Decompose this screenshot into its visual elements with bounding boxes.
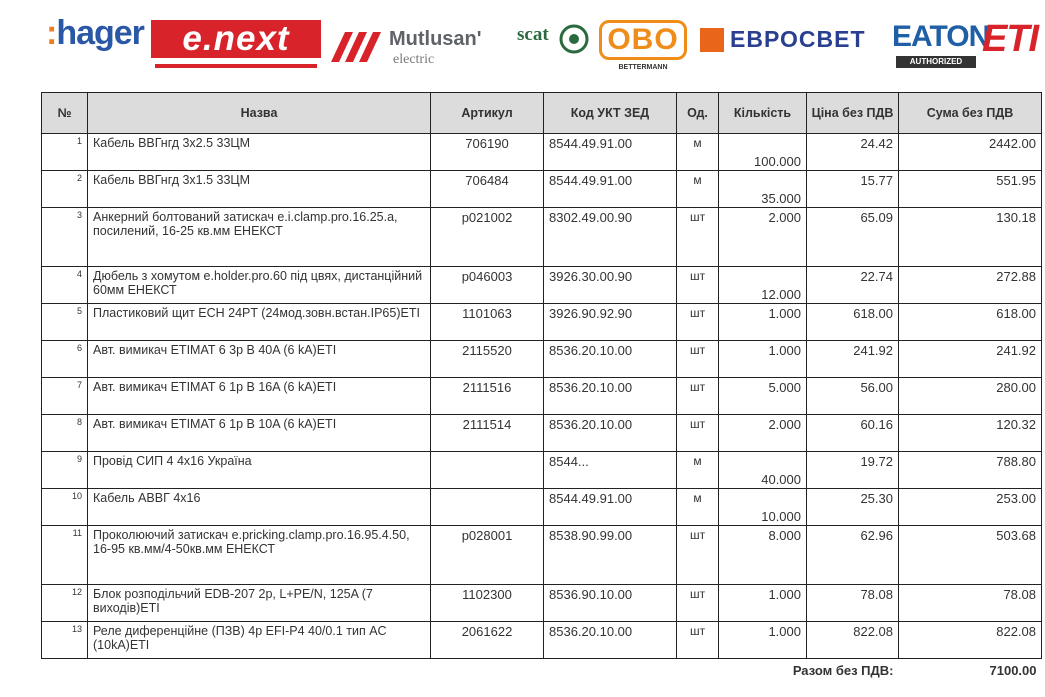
row-sum: 618.00 bbox=[899, 304, 1042, 341]
row-name: Проколюючий затискач e.pricking.clamp.pro.16.95.4.50, 16-95 кв.мм/4-50кв.мм ЕНЕКСТ bbox=[88, 526, 431, 585]
row-unit: шт bbox=[677, 585, 719, 622]
row-unit: шт bbox=[677, 341, 719, 378]
row-qty: 1.000 bbox=[719, 304, 807, 341]
row-article bbox=[431, 452, 544, 489]
row-article: 1101063 bbox=[431, 304, 544, 341]
row-qty: 40.000 bbox=[719, 452, 807, 489]
row-name: Авт. вимикач ETIMAT 6 3p B 40A (6 kA)ETI bbox=[88, 341, 431, 378]
row-code: 8536.20.10.00 bbox=[544, 341, 677, 378]
row-sum: 280.00 bbox=[899, 378, 1042, 415]
row-unit: шт bbox=[677, 415, 719, 452]
header-sum: Сума без ПДВ bbox=[899, 93, 1042, 134]
row-qty: 100.000 bbox=[719, 134, 807, 171]
table-row bbox=[42, 171, 1042, 208]
table-row bbox=[42, 267, 1042, 304]
row-name: Авт. вимикач ETIMAT 6 1p B 16A (6 kA)ETI bbox=[88, 378, 431, 415]
eaton-logo: EATON AUTHORIZED bbox=[892, 20, 990, 66]
table-row bbox=[42, 585, 1042, 622]
row-unit: шт bbox=[677, 304, 719, 341]
row-sum: 241.92 bbox=[899, 341, 1042, 378]
header-price: Ціна без ПДВ bbox=[807, 93, 899, 134]
row-number: 9 bbox=[42, 452, 88, 489]
row-code: 8536.20.10.00 bbox=[544, 622, 677, 659]
row-code: 8536.20.10.00 bbox=[544, 378, 677, 415]
row-article bbox=[431, 489, 544, 526]
row-article: 2111514 bbox=[431, 415, 544, 452]
row-article: 2115520 bbox=[431, 341, 544, 378]
total-label: Разом без ПДВ: bbox=[792, 663, 894, 678]
header-article: Артикул bbox=[431, 93, 544, 134]
table-row bbox=[42, 134, 1042, 171]
scat-logo: scat bbox=[517, 22, 593, 78]
row-article: 706190 bbox=[431, 134, 544, 171]
row-price: 56.00 bbox=[807, 378, 899, 415]
table-header-row bbox=[42, 93, 1042, 134]
row-qty: 2.000 bbox=[719, 208, 807, 267]
row-name: Авт. вимикач ETIMAT 6 1p B 10A (6 kA)ETI bbox=[88, 415, 431, 452]
row-qty: 1.000 bbox=[719, 341, 807, 378]
header-num: № bbox=[42, 93, 88, 134]
row-name: Блок розподільчий EDB-207 2p, L+PE/N, 125A (7 виходів)ETI bbox=[88, 585, 431, 622]
row-sum: 253.00 bbox=[899, 489, 1042, 526]
row-name: Дюбель з хомутом e.holder.pro.60 під цвях, дистанційний 60мм ЕНЕКСТ bbox=[88, 267, 431, 304]
row-sum: 130.18 bbox=[899, 208, 1042, 267]
row-unit: м bbox=[677, 489, 719, 526]
row-code: 3926.30.00.90 bbox=[544, 267, 677, 304]
row-code: 8538.90.99.00 bbox=[544, 526, 677, 585]
row-price: 22.74 bbox=[807, 267, 899, 304]
header-unit: Од. bbox=[677, 93, 719, 134]
row-number: 3 bbox=[42, 208, 88, 267]
row-number: 8 bbox=[42, 415, 88, 452]
row-code: 8544.49.91.00 bbox=[544, 171, 677, 208]
evrosvet-logo: ЕВРОСВЕТ bbox=[700, 22, 890, 62]
row-sum: 78.08 bbox=[899, 585, 1042, 622]
row-number: 5 bbox=[42, 304, 88, 341]
table-row bbox=[42, 526, 1042, 585]
row-number: 7 bbox=[42, 378, 88, 415]
row-unit: м bbox=[677, 134, 719, 171]
row-unit: шт bbox=[677, 622, 719, 659]
table-row bbox=[42, 378, 1042, 415]
row-name: Реле диференційне (ПЗВ) 4р EFI-P4 40/0.1 тип AC (10kA)ETI bbox=[88, 622, 431, 659]
eti-logo: ETI bbox=[982, 18, 1039, 60]
row-article: 706484 bbox=[431, 171, 544, 208]
row-number: 13 bbox=[42, 622, 88, 659]
row-name: Провід СИП 4 4х16 Україна bbox=[88, 452, 431, 489]
table-row bbox=[42, 341, 1042, 378]
row-name: Кабель ВВГнгд 3х2.5 33ЦМ bbox=[88, 134, 431, 171]
row-number: 6 bbox=[42, 341, 88, 378]
header-code: Код УКТ ЗЕД bbox=[544, 93, 677, 134]
row-sum: 2442.00 bbox=[899, 134, 1042, 171]
row-unit: шт bbox=[677, 526, 719, 585]
row-article: p021002 bbox=[431, 208, 544, 267]
row-sum: 120.32 bbox=[899, 415, 1042, 452]
row-number: 4 bbox=[42, 267, 88, 304]
header-qty: Кількість bbox=[719, 93, 807, 134]
row-name: Анкерний болтований затискач e.i.clamp.pro.16.25.a, посилений, 16-25 кв.мм ЕНЕКСТ bbox=[88, 208, 431, 267]
row-code: 8544.49.91.00 bbox=[544, 489, 677, 526]
hager-logo: :hager bbox=[46, 14, 144, 52]
table-row bbox=[42, 622, 1042, 659]
row-price: 15.77 bbox=[807, 171, 899, 208]
total-value: 7100.00 bbox=[989, 663, 1037, 678]
row-price: 19.72 bbox=[807, 452, 899, 489]
obo-logo: OBO BETTERMANN bbox=[599, 20, 685, 80]
row-sum: 788.80 bbox=[899, 452, 1042, 489]
row-unit: шт bbox=[677, 267, 719, 304]
row-number: 10 bbox=[42, 489, 88, 526]
row-price: 25.30 bbox=[807, 489, 899, 526]
table-row bbox=[42, 452, 1042, 489]
row-unit: м bbox=[677, 171, 719, 208]
brand-logos-strip bbox=[0, 0, 1045, 86]
row-unit: шт bbox=[677, 378, 719, 415]
enext-logo: e.next bbox=[151, 20, 321, 76]
mutlusan-logo: Mutlusan' electric bbox=[329, 22, 519, 72]
row-number: 12 bbox=[42, 585, 88, 622]
row-qty: 10.000 bbox=[719, 489, 807, 526]
row-unit: м bbox=[677, 452, 719, 489]
row-sum: 272.88 bbox=[899, 267, 1042, 304]
row-code: 8302.49.00.90 bbox=[544, 208, 677, 267]
row-price: 618.00 bbox=[807, 304, 899, 341]
row-qty: 2.000 bbox=[719, 415, 807, 452]
row-name: Пластиковий щит ECH 24PT (24мод.зовн.встан.IP65)ETI bbox=[88, 304, 431, 341]
row-article: p028001 bbox=[431, 526, 544, 585]
row-sum: 503.68 bbox=[899, 526, 1042, 585]
row-qty: 1.000 bbox=[719, 585, 807, 622]
table-row bbox=[42, 304, 1042, 341]
row-sum: 551.95 bbox=[899, 171, 1042, 208]
row-article: p046003 bbox=[431, 267, 544, 304]
row-name: Кабель ВВГнгд 3х1.5 33ЦМ bbox=[88, 171, 431, 208]
total-row bbox=[42, 659, 1042, 681]
row-code: 8536.90.10.00 bbox=[544, 585, 677, 622]
row-unit: шт bbox=[677, 208, 719, 267]
header-name: Назва bbox=[88, 93, 431, 134]
row-name: Кабель АВВГ 4х16 bbox=[88, 489, 431, 526]
table-row bbox=[42, 489, 1042, 526]
row-article: 2111516 bbox=[431, 378, 544, 415]
row-article: 2061622 bbox=[431, 622, 544, 659]
table-row bbox=[42, 208, 1042, 267]
row-price: 62.96 bbox=[807, 526, 899, 585]
row-qty: 1.000 bbox=[719, 622, 807, 659]
row-price: 65.09 bbox=[807, 208, 899, 267]
row-code: 3926.90.92.90 bbox=[544, 304, 677, 341]
row-price: 822.08 bbox=[807, 622, 899, 659]
row-price: 78.08 bbox=[807, 585, 899, 622]
row-qty: 35.000 bbox=[719, 171, 807, 208]
row-price: 241.92 bbox=[807, 341, 899, 378]
row-qty: 8.000 bbox=[719, 526, 807, 585]
row-price: 60.16 bbox=[807, 415, 899, 452]
row-qty: 12.000 bbox=[719, 267, 807, 304]
row-price: 24.42 bbox=[807, 134, 899, 171]
row-number: 11 bbox=[42, 526, 88, 585]
row-number: 1 bbox=[42, 134, 88, 171]
row-code: 8544.49.91.00 bbox=[544, 134, 677, 171]
items-table bbox=[41, 92, 1042, 680]
row-sum: 822.08 bbox=[899, 622, 1042, 659]
row-code: 8536.20.10.00 bbox=[544, 415, 677, 452]
table-row bbox=[42, 415, 1042, 452]
row-number: 2 bbox=[42, 171, 88, 208]
row-code: 8544... bbox=[544, 452, 677, 489]
row-article: 1102300 bbox=[431, 585, 544, 622]
row-qty: 5.000 bbox=[719, 378, 807, 415]
